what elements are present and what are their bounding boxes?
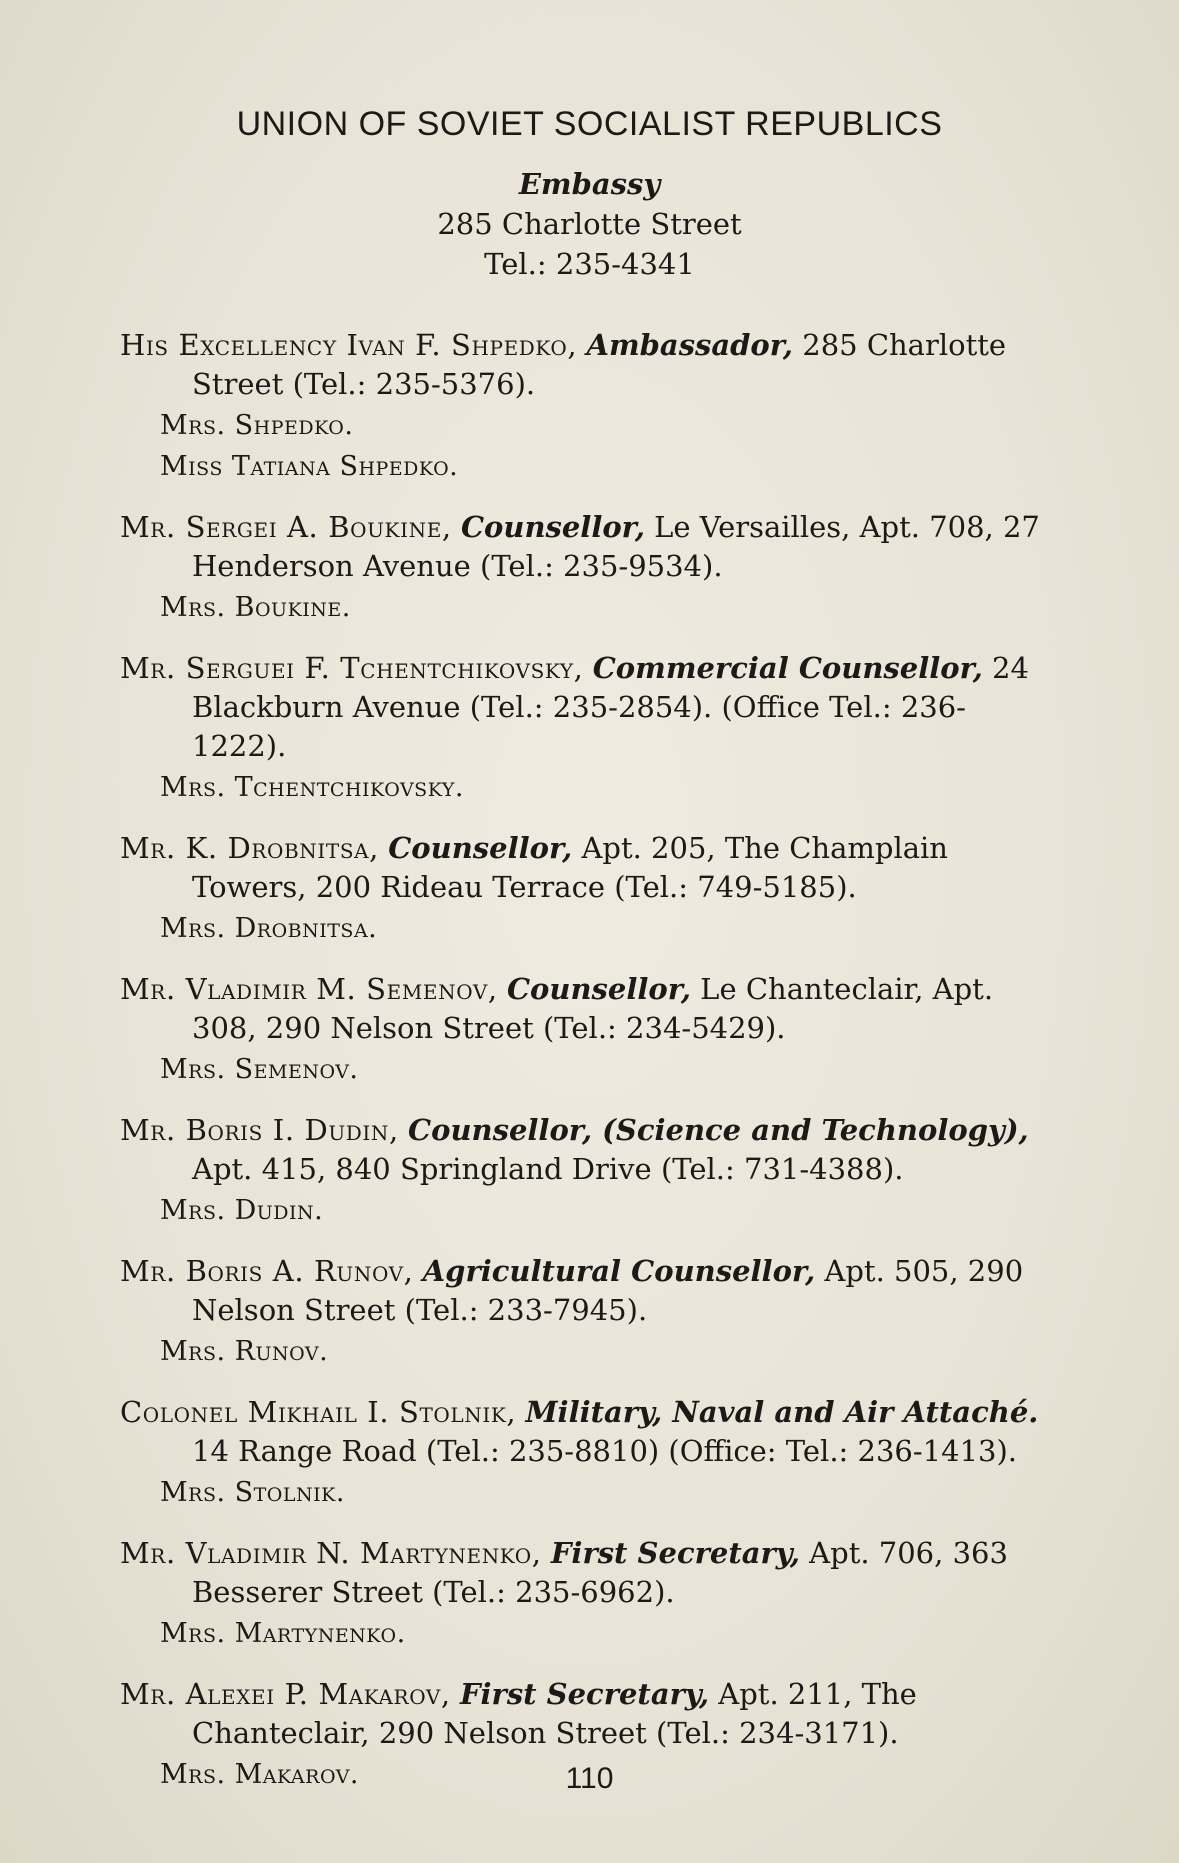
diplomat-entry <box>120 326 1059 486</box>
spouse-name: Miss Tatiana Shpedko. <box>160 451 459 482</box>
entry-line <box>120 1393 1059 1471</box>
spouse-name: Mrs. Tchentchikovsky. <box>160 772 465 803</box>
diplomat-name: Mr. Serguei F. Tchentchikovsky, <box>120 651 584 685</box>
embassy-tel: Tel.: 235-4341 <box>484 247 695 281</box>
diplomat-address: Apt. 211, The Chanteclair, 290 Nelson Street (Tel.: 234-3171). <box>192 1677 917 1750</box>
diplomat-title: First Secretary, <box>459 1677 710 1711</box>
entry-line <box>120 1252 1059 1330</box>
spouse-name: Mrs. Shpedko. <box>160 410 354 441</box>
diplomat-address: 14 Range Road (Tel.: 235-8810) (Office: Tel.: 236-1413). <box>192 1434 1018 1468</box>
spouse-name: Mrs. Drobnitsa. <box>160 913 378 944</box>
diplomat-list <box>120 326 1059 1794</box>
embassy-address: 285 Charlotte Street <box>437 207 742 241</box>
diplomat-address: Le Chanteclair, Apt. 308, 290 Nelson Street (Tel.: 234-5429). <box>192 972 994 1045</box>
diplomat-title: Counsellor, <box>460 510 645 544</box>
spouse-name: Mrs. Runov. <box>160 1336 329 1367</box>
diplomat-name: Colonel Mikhail I. Stolnik, <box>120 1395 517 1429</box>
diplomat-name: Mr. Vladimir N. Martynenko, <box>120 1536 542 1570</box>
diplomat-title: Military, Naval and Air Attaché. <box>525 1395 1039 1429</box>
diplomat-entry <box>120 1534 1059 1653</box>
diplomat-address: Apt. 205, The Champlain Towers, 200 Rideau Terrace (Tel.: 749-5185). <box>192 831 948 904</box>
diplomat-entry <box>120 1393 1059 1512</box>
entry-line <box>120 1111 1059 1189</box>
entry-line <box>120 829 1059 907</box>
diplomat-entry <box>120 970 1059 1089</box>
diplomat-title: Counsellor, (Science and Technology), <box>408 1113 1029 1147</box>
spouse-name: Mrs. Martynenko. <box>160 1618 406 1649</box>
diplomat-address: 24 Blackburn Avenue (Tel.: 235-2854). (Office Tel.: 236-1222). <box>192 651 1029 763</box>
diplomat-entry <box>120 829 1059 948</box>
diplomat-title: Ambassador, <box>586 328 794 362</box>
diplomat-address: Le Versailles, Apt. 708, 27 Henderson Avenue (Tel.: 235-9534). <box>192 510 1040 583</box>
spouse-name: Mrs. Dudin. <box>160 1195 324 1226</box>
diplomat-name: Mr. K. Drobnitsa, <box>120 831 379 865</box>
entry-line <box>120 326 1059 404</box>
diplomat-title: Counsellor, <box>388 831 573 865</box>
diplomat-title: Agricultural Counsellor, <box>422 1254 816 1288</box>
diplomat-entry <box>120 1111 1059 1230</box>
diplomat-title: Counsellor, <box>506 972 691 1006</box>
entry-line <box>120 1675 1059 1753</box>
entry-line <box>120 970 1059 1048</box>
diplomat-address: Apt. 505, 290 Nelson Street (Tel.: 233-7945). <box>192 1254 1024 1327</box>
diplomat-title: First Secretary, <box>550 1536 800 1570</box>
diplomat-entry <box>120 1252 1059 1371</box>
embassy-label: Embassy <box>518 167 661 201</box>
entry-line <box>120 1534 1059 1612</box>
diplomat-name: Mr. Vladimir M. Semenov, <box>120 972 498 1006</box>
diplomat-name: Mr. Boris I. Dudin, <box>120 1113 399 1147</box>
spouse-name: Mrs. Stolnik. <box>160 1477 345 1508</box>
diplomat-name: Mr. Boris A. Runov, <box>120 1254 414 1288</box>
embassy-block <box>120 164 1059 284</box>
diplomat-address: Apt. 415, 840 Springland Drive (Tel.: 731-4388). <box>192 1152 904 1186</box>
diplomat-name: Mr. Sergei A. Boukine, <box>120 510 452 544</box>
diplomat-name: His Excellency Ivan F. Shpedko, <box>120 328 578 362</box>
spouse-name: Mrs. Makarov. <box>160 1759 359 1790</box>
diplomat-entry <box>120 508 1059 627</box>
diplomat-entry <box>120 649 1059 807</box>
diplomat-name: Mr. Alexei P. Makarov, <box>120 1677 451 1711</box>
entry-line <box>120 649 1059 766</box>
entry-line <box>120 508 1059 586</box>
country-heading: UNION OF SOVIET SOCIALIST REPUBLICS <box>236 105 943 143</box>
diplomat-address: Apt. 706, 363 Besserer Street (Tel.: 235-6962). <box>192 1536 1008 1609</box>
page-number: 110 <box>565 1762 614 1795</box>
spouse-name: Mrs. Boukine. <box>160 592 351 623</box>
diplomat-title: Commercial Counsellor, <box>592 651 983 685</box>
diplomat-address: 285 Charlotte Street (Tel.: 235-5376). <box>192 328 1007 401</box>
spouse-name: Mrs. Semenov. <box>160 1054 359 1085</box>
